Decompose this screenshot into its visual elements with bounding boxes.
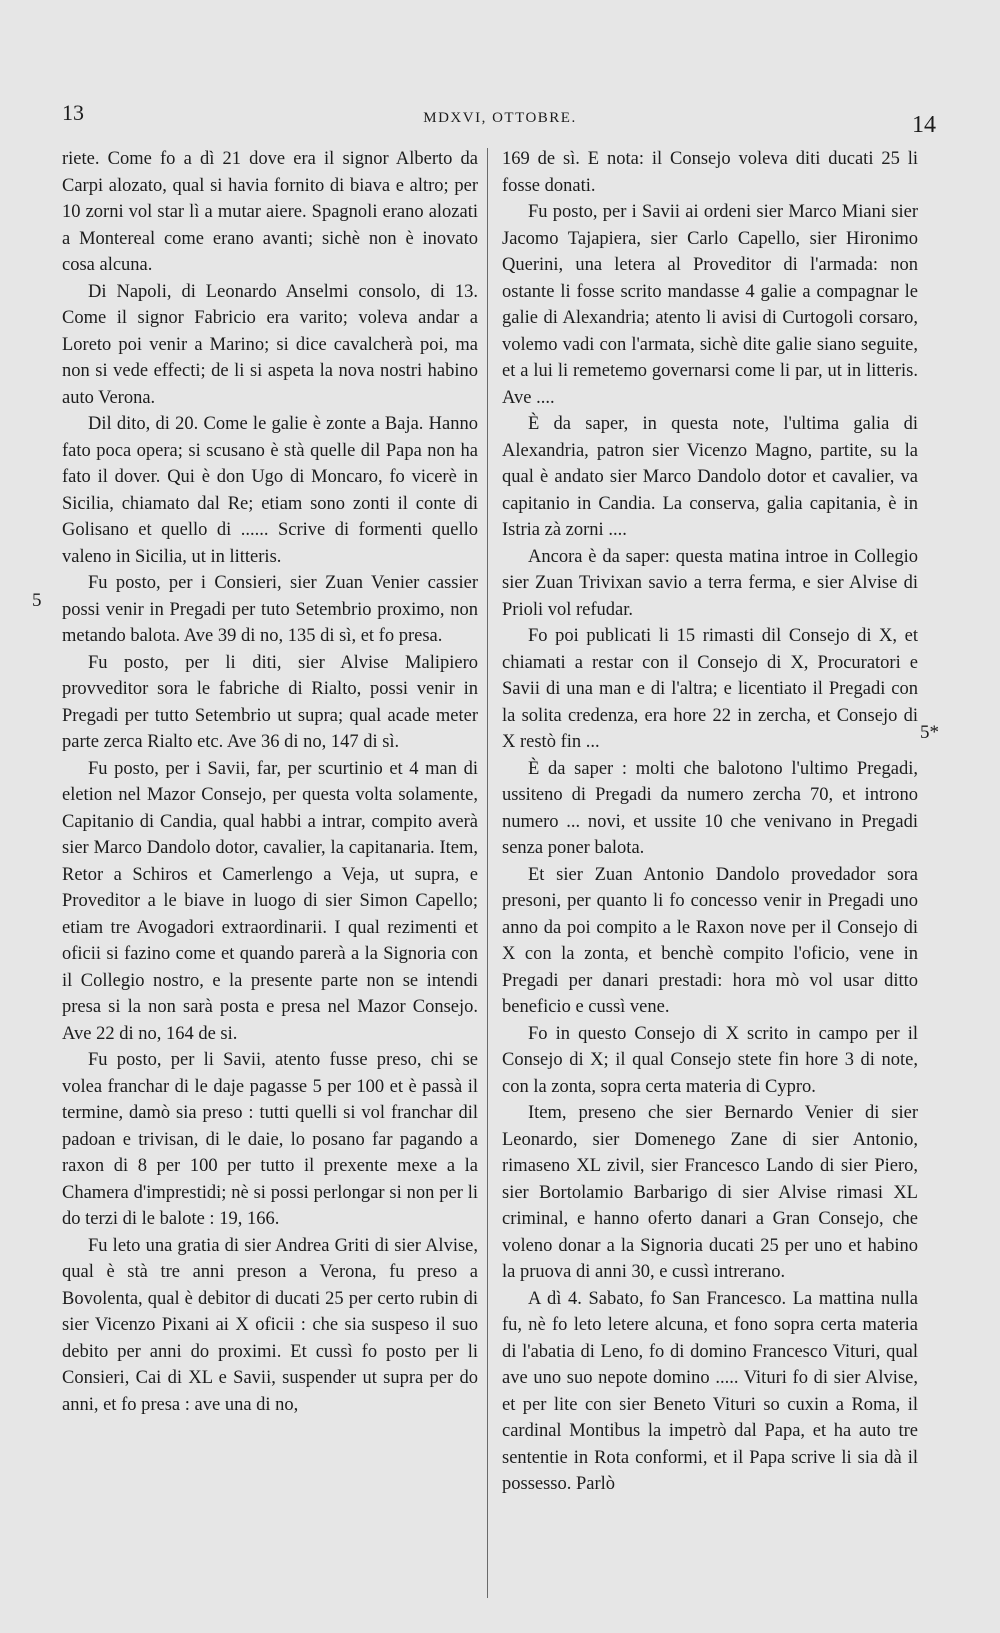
paragraph: Dil dito, di 20. Come le galie è zonte a Baja. Hanno fato poca opera; si scusano è stà quelle dil Papa non ha fato il dover. Qui è don Ugo di Moncaro, fo vicerè in Sicilia, chiamato dal Re; etiam sono zonti il conte di Golisano et quello di ...... Scrive di formenti quello valeno in Sicilia, ut in litteris. xyxy=(62,414,478,567)
paragraph: Fu posto, per i Savii, far, per scurtinio et 4 man di eletion nel Mazor Consejo, per questa volta solamente, Capitanio di Candia, qual habbi a intrar, compito averà sier Marco Dandolo dotor, cavalier, la capitanaria. Item, Retor a Schiros et Camerlengo a Veja, ut supra, e Proveditor a le biave in luogo di sier Simon Capello; etiam tre Avogadori extraordinarii. I qual rezimenti et oficii si fazino come et quando parerà a la Signoria con il Collegio nostro, e la presente parte non se intendi presa si la non sarà posta e presa nel Mazor Consejo. Ave 22 di no, 164 de si. xyxy=(62,758,478,1044)
page-number-left: 13 xyxy=(62,100,84,125)
paragraph: Fu posto, per li diti, sier Alvise Malipiero provveditor sora le fabriche di Rialto, possi venir in Pregadi per tutto Setembrio ut supra; qual acade meter parte zerca Rialto etc. Ave 36 di no, 147 di sì. xyxy=(62,652,478,752)
paragraph: È da saper : molti che balotono l'ultimo Pregadi, ussiteno di Pregadi da numero zercha 70, et introno numero ... novi, et ussite 10 che venivano in Pregadi senza poner balota. xyxy=(502,758,918,858)
margin-number-right: 5* xyxy=(920,722,939,743)
paragraph: Di Napoli, di Leonardo Anselmi consolo, di 13. Come il signor Fabricio era varito; voleva andar a Loreto poi venir a Marino; si dice cavalcherà poi, ma non si vede effecti; de li si aspeta la nova nostri habino auto Verona. xyxy=(62,281,478,408)
paragraph: A dì 4. Sabato, fo San Francesco. La mattina nulla fu, nè fo leto letere alcuna, et fono sopra certa materia di l'abatia di Leno, fo di domino Francesco Vituri, qual ave uno suo nepote domino ..... Vituri fo di sier Alvise, et per lite con sier Beneto Vituri so cuxin a Roma, il cardinal Montibus la impetrò dal Papa, et ha auto tre sententie in Rota conformi, et il Papa scrive li sia dà il possesso. Parlò xyxy=(502,1288,918,1494)
paragraph: Fo poi publicati li 15 rimasti dil Consejo di X, et chiamati a restar con il Consejo di X, Procuratori e Savii di una man e di l'altra; e licentiato il Pregadi con la solita credenza, era hore 22 in zercha, et Consejo di X restò fin ... xyxy=(502,626,918,752)
running-title: MDXVI, OTTOBRE. xyxy=(423,110,577,126)
paragraph: Fo in questo Consejo di X scrito in campo per il Consejo di X; il qual Consejo stete fin hore 3 di note, con la zonta, sopra certa materia di Cypro. xyxy=(502,1023,918,1097)
paragraph: Fu leto una gratia di sier Andrea Griti di sier Alvise, qual è stà tre anni preson a Verona, fu preso a Bovolenta, qual è debitor di ducati 25 per certo rubin di sier Vicenzo Pixani ai X oficii : che sia suspeso il suo debito per anni do proximi. Et cussì fo posto per li Consieri, Cai di XL e Savii, suspender ut supra per do anni, et fo presa : ave una di no, xyxy=(62,1235,478,1415)
paragraph: Et sier Zuan Antonio Dandolo provedador sora presoni, per quanto li fo concesso venir in Pregadi uno anno da poi compito a le Raxon nove per il Consejo di X con la zonta, et benchè compito l'oficio, vene in Pregadi per danari prestadi: hora mò vol usar ditto beneficio e cussì vene. xyxy=(502,864,918,1017)
paragraph: Fu posto, per li Savii, atento fusse preso, chi se volea franchar di le daje pagasse 5 per 100 et è passà il termine, damò sia preso : tutti quelli si vol franchar dil padoan e trivisan, di le daie, lo posano far pagando a raxon di 8 per 100 per tutto il prexente mexe a la Chamera d'imprestidi; nè si possi perlongar si non per li do terzi di le balote : 19, 166. xyxy=(62,1050,478,1229)
margin-number-left: 5 xyxy=(32,590,42,611)
column-divider xyxy=(487,148,488,1598)
paragraph: Ancora è da saper: questa matina introe in Collegio sier Zuan Trivixan savio a terra ferma, e sier Alvise di Prioli vol refudar. xyxy=(502,546,918,620)
paragraph: Fu posto, per i Consieri, sier Zuan Venier cassier possi venir in Pregadi per tuto Setembrio proximo, non metando balota. Ave 39 di no, 135 di sì, et fo presa. xyxy=(62,573,478,646)
paragraph: Fu posto, per i Savii ai ordeni sier Marco Miani sier Jacomo Tajapiera, sier Carlo Capello, sier Hironimo Querini, una letera al Proveditor di l'armada: non ostante li fosse scrito mandasse 4 galie a compagnar le galie di Alexandria; atento li avisi di Curtogoli corsaro, volemo vadi con l'armata, sichè dite galie siano seguite, et a lui li remetemo governarsi come li par, ut in litteris. Ave .... xyxy=(502,202,918,408)
left-column xyxy=(62,146,478,1418)
right-column xyxy=(502,146,918,1498)
paragraph: riete. Come fo a dì 21 dove era il signor Alberto da Carpi alozato, qual si havia fornito di biava e altro; per 10 zorni vol star lì a mutar aiere. Spagnoli erano alozati a Montereal come erano avanti; sichè non è inovato cosa alcuna. xyxy=(62,149,478,275)
paragraph: Item, preseno che sier Bernardo Venier di sier Leonardo, sier Domenego Zane di sier Antonio, rimaseno XL zivil, sier Francesco Lando di sier Piero, sier Bortolamio Barbarigo di sier Alvise rimasi XL criminal, e hanno oferto danari a Gran Consejo, che voleno donar a la Signoria ducati 25 per uno et habino la pruova di anni 30, e cussì intrerano. xyxy=(502,1103,918,1282)
page-number-right: 14 xyxy=(912,112,936,138)
paragraph: 169 de sì. E nota: il Consejo voleva diti ducati 25 li fosse donati. xyxy=(502,149,918,196)
paragraph: È da saper, in questa note, l'ultima galia di Alexandria, patron sier Vicenzo Magno, partite, su la qual è andato sier Marco Dandolo dotor et cavalier, va capitanio in Candia. La conserva, galia capitania, è in Istria zà zorni .... xyxy=(502,414,918,540)
